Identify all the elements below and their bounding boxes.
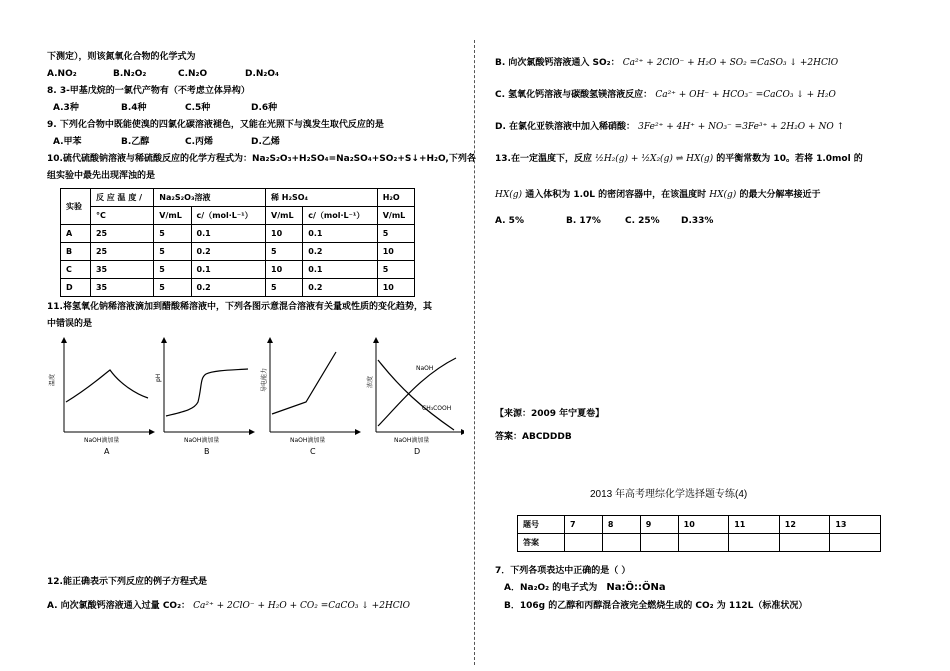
source-note: 【来源：2009 年宁夏卷】: [495, 409, 605, 419]
q8-option-b: B.4种: [121, 103, 147, 113]
table-cell: 0.2: [191, 279, 265, 297]
answer-table: [517, 515, 881, 552]
q7-option-d: D.N₂O₄: [245, 69, 279, 79]
answer-cell[interactable]: [779, 534, 830, 552]
q13-line2: [495, 189, 820, 201]
graphs-figure: [44, 336, 464, 460]
q7-option-c: C.N₂O: [178, 69, 208, 79]
table-row: [61, 225, 415, 243]
answer-table-num: 7: [565, 516, 603, 534]
answer-table-num: 10: [678, 516, 729, 534]
q7-option-a-label: A．Na₂O₂ 的电子式为: [504, 583, 598, 593]
label-naoh: NaOH: [416, 365, 434, 372]
q12-option-b-equation: Ca²⁺ + 2ClO⁻ + H₂O + SO₂ =CaSO₃ ↓ +2HClO: [622, 58, 839, 68]
q12-stem: 12.能正确表示下列反应的例子方程式是: [47, 577, 207, 587]
q7-tail: 下测定），则该氮氧化合物的化学式为: [47, 52, 196, 62]
q8-stem: 8. 3-甲基戊烷的一氯代产物有（不考虑立体异构）: [47, 86, 250, 96]
q13-option-a: A. 5%: [495, 216, 524, 226]
q7-stem: 7．下列各项表达中正确的是（ ）: [495, 566, 631, 576]
table-cell: 5: [154, 279, 191, 297]
table-header-h2so4: 稀 H₂SO₄: [266, 189, 378, 207]
letter-a: A: [104, 447, 110, 456]
answer-cell[interactable]: [729, 534, 780, 552]
graph-b: [155, 340, 252, 456]
table-cell: 0.2: [303, 279, 377, 297]
q12-option-b: [495, 57, 838, 69]
table-header-exp: 实验: [61, 189, 91, 225]
q12-option-b-label: B. 向次氯酸钙溶液通入 SO₂：: [495, 58, 620, 68]
reaction-table: [60, 188, 415, 297]
table-cell: 25: [90, 225, 153, 243]
q13-line2-text: 通入体积为 1.0L 的密闭容器中，在该温度时: [525, 190, 707, 200]
answer-table-num: 12: [779, 516, 830, 534]
table-row: [61, 261, 415, 279]
answer-cell[interactable]: [565, 534, 603, 552]
q7-option-a-formula: Na:Ö::ÖNa: [606, 582, 666, 593]
xlabel-a: NaOH滴加量: [84, 437, 120, 444]
ylabel-d: 浓度: [367, 375, 374, 388]
curve-c: [272, 352, 336, 414]
curve-b: [166, 369, 248, 416]
answer-cell[interactable]: [678, 534, 729, 552]
q8-option-c: C.5种: [185, 103, 211, 113]
table-cell: B: [61, 243, 91, 261]
table-header-c: c/（mol·L⁻¹）: [191, 207, 265, 225]
q12-option-d-label: D. 在氯化亚铁溶液中加入稀硝酸：: [495, 122, 636, 132]
answer-table-num: 9: [640, 516, 678, 534]
xlabel-d: NaOH滴加量: [394, 437, 430, 444]
q9-option-b: B.乙醇: [121, 137, 150, 147]
q12-option-c-label: C. 氢氧化钙溶液与碳酸氢镁溶液反应：: [495, 90, 653, 100]
table-row: [61, 279, 415, 297]
letter-c: C: [310, 447, 316, 456]
table-header-na: Na₂S₂O₃溶液: [154, 189, 266, 207]
section-title: 2013 年高考理综化学选择题专练(4): [590, 489, 748, 500]
graph-d: [366, 340, 464, 456]
table-cell: 0.1: [303, 261, 377, 279]
answer-table-num: 8: [602, 516, 640, 534]
table-cell: 10: [377, 243, 414, 261]
q8-option-d: D.6种: [251, 103, 278, 113]
answer-table-header-num: 题号: [518, 516, 565, 534]
q7-option-a: [504, 582, 666, 594]
q13-line2-end: 的最大分解率接近于: [739, 190, 821, 200]
letter-b: B: [204, 447, 210, 456]
answer-cell[interactable]: [602, 534, 640, 552]
q10-line2: 组实验中最先出现浑浊的是: [47, 171, 156, 181]
q7-option-b: B．106g 的乙醇和丙醇混合液完全燃烧生成的 CO₂ 为 112L（标准状况）: [504, 601, 808, 611]
table-cell: 0.1: [191, 225, 265, 243]
answer-table-num: 13: [830, 516, 881, 534]
q12-option-d: [495, 121, 844, 133]
q9-option-a: A.甲苯: [53, 137, 82, 147]
table-header-water: H₂O: [377, 189, 414, 207]
q13-start: 13.在一定温度下，反应: [495, 154, 592, 164]
answer-line: 答案：ABCDDDB: [495, 432, 572, 442]
table-header-temp-unit: °C: [90, 207, 153, 225]
label-ch3cooh: CH₃COOH: [422, 405, 452, 412]
table-cell: 0.1: [191, 261, 265, 279]
ylabel-c: 导电能力: [261, 367, 268, 392]
table-cell: 5: [266, 279, 303, 297]
answer-cell[interactable]: [830, 534, 881, 552]
letter-d: D: [414, 447, 421, 456]
curve-a: [66, 370, 148, 402]
table-cell: 35: [90, 279, 153, 297]
q11-line2: 中错误的是: [47, 319, 93, 329]
q13-hx-2: HX(g): [709, 190, 737, 200]
table-cell: D: [61, 279, 91, 297]
ylabel-a: 温度: [49, 373, 56, 386]
table-cell: 35: [90, 261, 153, 279]
answer-table-header-answer: 答案: [518, 534, 565, 552]
q13-option-b: B. 17%: [566, 216, 601, 226]
answer-cell[interactable]: [640, 534, 678, 552]
q12-option-a: [47, 600, 410, 612]
table-cell: 10: [377, 279, 414, 297]
table-cell: 0.2: [303, 243, 377, 261]
q7-option-a: A.NO₂: [47, 69, 77, 79]
q12-option-c: [495, 89, 836, 101]
table-cell: 0.1: [303, 225, 377, 243]
q13-option-d: D.33%: [681, 216, 714, 226]
q13-end: 的平衡常数为 10。若将 1.0mol 的: [716, 154, 863, 164]
table-header-v: V/mL: [377, 207, 414, 225]
table-cell: 5: [377, 225, 414, 243]
table-cell: 25: [90, 243, 153, 261]
ylabel-b: pH: [155, 373, 162, 382]
q12-option-d-equation: 3Fe²⁺ + 4H⁺ + NO₃⁻ =3Fe³⁺ + 2H₂O + NO ↑: [638, 122, 845, 132]
table-header-temp: 反 应 温 度 /: [90, 189, 153, 207]
q13-hx: HX(g): [495, 190, 523, 200]
q9-option-c: C.丙烯: [185, 137, 214, 147]
q13-line1: [495, 153, 863, 165]
table-cell: 5: [377, 261, 414, 279]
table-cell: 10: [266, 261, 303, 279]
q11-line1: 11.将氢氧化钠稀溶液滴加到醋酸稀溶液中，下列各图示意混合溶液有关量或性质的变化趋势，其: [47, 302, 432, 312]
table-cell: 5: [154, 225, 191, 243]
column-divider: [474, 40, 475, 665]
q9-option-d: D.乙烯: [251, 137, 280, 147]
graph-a: [48, 340, 152, 456]
q7-option-b: B.N₂O₂: [113, 69, 147, 79]
table-cell: 5: [154, 261, 191, 279]
table-cell: 5: [266, 243, 303, 261]
table-header-c: c/（mol·L⁻¹）: [303, 207, 377, 225]
q9-stem: 9. 下列化合物中既能使溴的四氯化碳溶液褪色，又能在光照下与溴发生取代反应的是: [47, 120, 384, 130]
q13-equation: ½H₂(g) + ½X₂(g) ⇌ HX(g): [595, 154, 714, 164]
graph-c: [260, 340, 358, 456]
q12-option-c-equation: Ca²⁺ + OH⁻ + HCO₃⁻ =CaCO₃ ↓ + H₂O: [655, 90, 836, 100]
table-header-v: V/mL: [266, 207, 303, 225]
answer-table-num: 11: [729, 516, 780, 534]
table-row: [61, 243, 415, 261]
table-cell: 0.2: [191, 243, 265, 261]
table-cell: A: [61, 225, 91, 243]
q8-option-a: A.3种: [53, 103, 79, 113]
q12-option-a-equation: Ca²⁺ + 2ClO⁻ + H₂O + CO₂ =CaCO₃ ↓ +2HClO: [193, 601, 410, 611]
q12-option-a-label: A. 向次氯酸钙溶液通入过量 CO₂：: [47, 601, 191, 611]
table-cell: 5: [154, 243, 191, 261]
table-cell: 10: [266, 225, 303, 243]
table-header-v: V/mL: [154, 207, 191, 225]
xlabel-c: NaOH滴加量: [290, 437, 326, 444]
q13-option-c: C. 25%: [625, 216, 660, 226]
xlabel-b: NaOH滴加量: [184, 437, 220, 444]
table-cell: C: [61, 261, 91, 279]
q10-line1: 10.硫代硫酸钠溶液与稀硫酸反应的化学方程式为：Na₂S₂O₃+H₂SO₄=Na₂SO₄+SO₂+S↓+H₂O,下列各: [47, 154, 476, 164]
